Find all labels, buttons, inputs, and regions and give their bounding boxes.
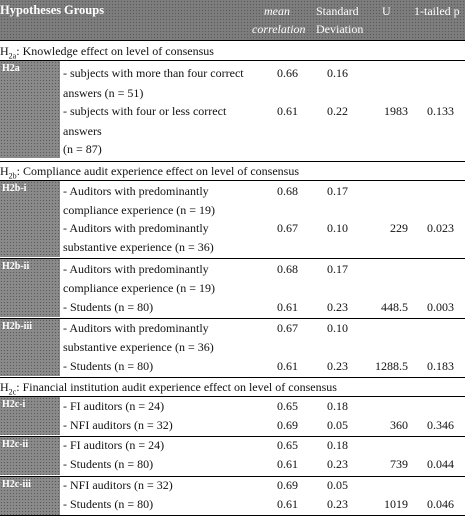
group-label: substantive experience (n = 36)	[63, 240, 214, 254]
divider	[0, 377, 465, 378]
sd-value: 0.23	[327, 359, 348, 373]
divider	[0, 476, 465, 477]
sd-value: 0.18	[327, 438, 348, 452]
mean-value: 0.65	[277, 399, 298, 413]
group-label: - Auditors with predominantly	[63, 184, 209, 198]
mean-value: 0.68	[277, 262, 298, 276]
hypothesis-tag-h2b-i: H2b-i	[0, 181, 60, 257]
header-mean-line2: correlation	[252, 22, 306, 36]
divider	[0, 396, 465, 397]
divider	[0, 60, 465, 61]
p-value: 0.046	[427, 497, 454, 511]
group-label: - Students (n = 80)	[63, 497, 154, 511]
mean-value: 0.66	[277, 66, 298, 80]
group-label: substantive experience (n = 36)	[63, 340, 214, 354]
p-value: 0.023	[427, 221, 454, 235]
group-label: - Students (n = 80)	[63, 359, 154, 373]
group-label: - subjects with more than four correct	[63, 66, 244, 80]
section-h2a-title: $H_{2a}$: Knowledge effect on level of consensus	[0, 44, 214, 61]
group-label: - subjects with four or less correct	[63, 104, 227, 118]
p-value: 0.044	[427, 457, 454, 471]
sd-value: 0.10	[327, 221, 348, 235]
sd-value: 0.18	[327, 399, 348, 413]
header-p: 1-tailed p	[414, 4, 460, 18]
divider	[0, 40, 465, 41]
sd-value: 0.23	[327, 497, 348, 511]
section-h2c-title: $H_{2c}$: Financial institution audit experience effect on level of consensus	[0, 380, 337, 397]
group-label: answers (n = 51)	[63, 86, 144, 100]
group-label: answers	[63, 124, 102, 138]
group-label: - Students (n = 80)	[63, 457, 154, 471]
hypothesis-tag-h2a: H2a	[0, 61, 60, 158]
mean-value: 0.61	[277, 104, 298, 118]
header-hypotheses: Hypotheses	[0, 3, 62, 17]
header-sd-line2: Deviation	[316, 22, 364, 36]
divider	[0, 180, 465, 181]
u-value: 229	[390, 221, 408, 235]
group-label: - NFI auditors (n = 32)	[63, 418, 173, 432]
mean-value: 0.68	[277, 184, 298, 198]
table-header	[0, 0, 465, 40]
group-label: - Students (n = 80)	[63, 300, 154, 314]
group-label: - Auditors with predominantly	[63, 262, 209, 276]
header-u: U	[382, 4, 391, 18]
u-value: 1019	[384, 497, 408, 511]
header-groups: Groups	[64, 3, 105, 17]
group-label: - FI auditors (n = 24)	[63, 438, 165, 452]
p-value: 0.183	[427, 359, 454, 373]
mean-value: 0.61	[277, 300, 298, 314]
divider	[0, 258, 465, 259]
sd-value: 0.05	[327, 478, 348, 492]
group-label: - NFI auditors (n = 32)	[63, 478, 173, 492]
sd-value: 0.17	[327, 184, 348, 198]
u-value: 1983	[384, 104, 408, 118]
mean-value: 0.61	[277, 497, 298, 511]
p-value: 0.003	[427, 300, 454, 314]
group-label: compliance experience (n = 19)	[63, 203, 216, 217]
header-mean-line1: mean	[264, 4, 290, 18]
mean-value: 0.69	[277, 478, 298, 492]
mean-value: 0.67	[277, 221, 298, 235]
divider	[0, 515, 465, 516]
hypothesis-tag-h2b-iii: H2b-iii	[0, 319, 60, 376]
group-label: (n = 87)	[63, 142, 102, 156]
divider	[0, 436, 465, 437]
header-sd-line1: Standard	[316, 4, 359, 18]
p-value: 0.133	[427, 104, 454, 118]
mean-value: 0.61	[277, 359, 298, 373]
sd-value: 0.05	[327, 418, 348, 432]
p-value: 0.346	[427, 418, 454, 432]
hypothesis-tag-h2c-iii: H2c-iii	[0, 477, 60, 515]
sd-value: 0.22	[327, 104, 348, 118]
divider	[0, 318, 465, 319]
group-label: - Auditors with predominantly	[63, 321, 209, 335]
divider	[0, 161, 465, 162]
sd-value: 0.17	[327, 262, 348, 276]
group-label: - FI auditors (n = 24)	[63, 399, 165, 413]
mean-value: 0.67	[277, 321, 298, 335]
u-value: 1288.5	[375, 359, 408, 373]
hypothesis-tag-h2c-ii: H2c-ii	[0, 437, 60, 475]
u-value: 360	[390, 418, 408, 432]
u-value: 448.5	[381, 300, 408, 314]
mean-value: 0.65	[277, 438, 298, 452]
hypothesis-tag-h2b-ii: H2b-ii	[0, 259, 60, 317]
sd-value: 0.10	[327, 321, 348, 335]
sd-value: 0.23	[327, 300, 348, 314]
group-label: compliance experience (n = 19)	[63, 281, 216, 295]
hypothesis-tag-h2c-i: H2c-i	[0, 397, 60, 435]
u-value: 739	[390, 457, 408, 471]
group-label: - Auditors with predominantly	[63, 221, 209, 235]
sd-value: 0.16	[327, 66, 348, 80]
mean-value: 0.61	[277, 457, 298, 471]
section-h2b-title: $H_{2b}$: Compliance audit experience effect on level of consensus	[0, 164, 300, 181]
sd-value: 0.23	[327, 457, 348, 471]
mean-value: 0.69	[277, 418, 298, 432]
